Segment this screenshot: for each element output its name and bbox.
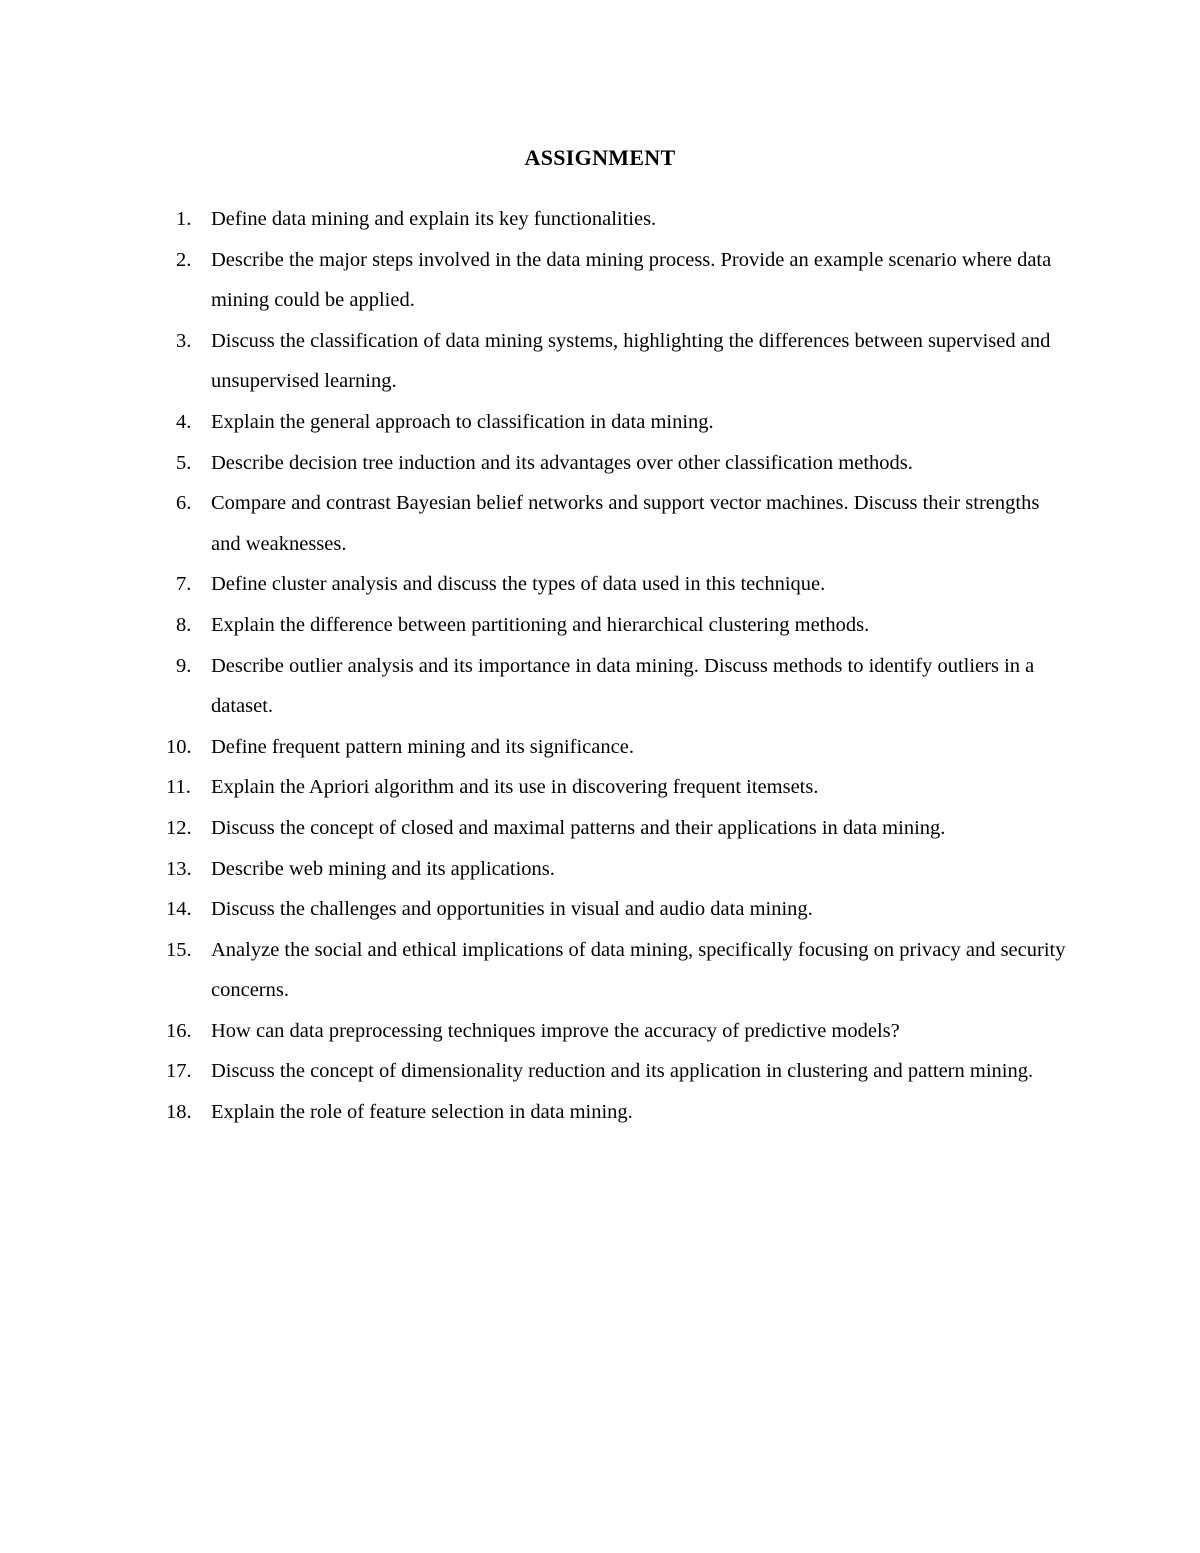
question-item [166,767,1066,808]
question-number: 11. [166,776,191,799]
question-item [166,240,1066,321]
question-item [166,930,1066,1011]
question-number: 12. [166,816,192,839]
question-number: 18. [166,1101,192,1124]
question-item [166,564,1066,605]
page-title: ASSIGNMENT [524,145,676,170]
question-number: 2. [176,248,192,271]
question-number: 1. [176,208,192,230]
question-text: Explain the Apriori algorithm and its use in discovering frequent itemsets. [211,776,819,799]
question-text: Discuss the challenges and opportunities in visual and audio data mining. [211,898,813,921]
question-number: 3. [176,329,192,352]
question-text: Discuss the concept of closed and maximal patterns and their applications in data mining. [211,816,946,839]
question-number: 10. [166,735,192,758]
question-item [166,646,1066,727]
question-item [166,727,1066,768]
question-text: Describe outlier analysis and its importance in data mining. Discuss methods to identify outliers in a dataset. [211,654,1035,718]
question-item [166,483,1066,564]
question-number: 14. [166,898,192,921]
question-number: 6. [176,492,192,515]
question-number: 4. [176,410,192,433]
question-list [166,199,1066,1133]
question-text: Describe the major steps involved in the data mining process. Provide an example scenario where data mining could be applied. [211,248,1052,312]
question-text: Discuss the concept of dimensionality reduction and its application in clustering and pattern mining. [211,1060,1034,1083]
question-number: 5. [176,451,192,474]
question-text: Define cluster analysis and discuss the types of data used in this technique. [211,573,826,596]
question-text: Explain the difference between partitioning and hierarchical clustering methods. [211,613,870,636]
question-text: Describe decision tree induction and its advantages over other classification methods. [211,451,913,474]
question-text: Explain the general approach to classification in data mining. [211,410,714,433]
question-item [166,1051,1066,1092]
question-text: Analyze the social and ethical implications of data mining, specifically focusing on privacy and security concerns. [211,938,1066,1002]
question-item [166,402,1066,443]
question-text: Explain the role of feature selection in data mining. [211,1101,633,1124]
question-text: Discuss the classification of data mining systems, highlighting the differences between supervised and unsupervised learning. [211,329,1051,393]
question-number: 13. [166,857,192,880]
question-item [166,321,1066,402]
question-number: 17. [166,1060,192,1083]
question-text: Compare and contrast Bayesian belief networks and support vector machines. Discuss their strengths and weaknesses. [211,492,1040,555]
question-item [166,808,1066,849]
question-item [166,849,1066,890]
question-number: 16. [166,1019,192,1042]
question-item [166,443,1066,484]
question-item [166,1011,1066,1052]
question-item [166,199,1066,240]
question-text: Describe web mining and its applications. [211,857,555,880]
question-text: How can data preprocessing techniques improve the accuracy of predictive models? [211,1019,900,1042]
question-item [166,1092,1066,1133]
question-number: 8. [176,613,192,636]
question-item [166,605,1066,646]
question-text: Define data mining and explain its key functionalities. [211,208,657,230]
question-text: Define frequent pattern mining and its significance. [211,735,634,758]
question-item [166,889,1066,930]
question-number: 15. [166,938,192,961]
question-number: 9. [176,654,192,677]
question-number: 7. [176,573,192,596]
